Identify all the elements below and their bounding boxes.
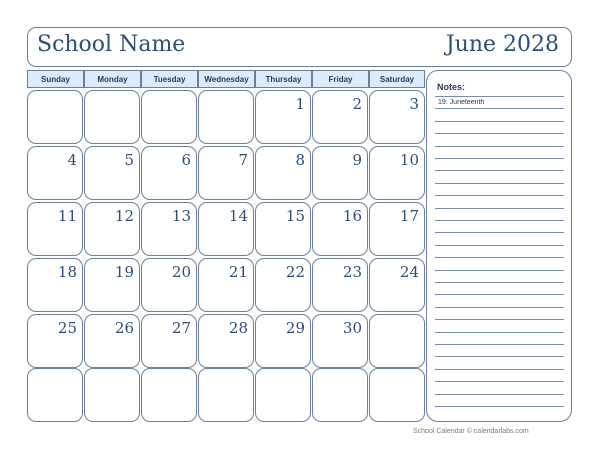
day-number: 9 <box>352 151 362 169</box>
day-number: 30 <box>342 319 362 337</box>
day-cell[interactable] <box>198 146 254 200</box>
day-cell[interactable] <box>198 368 254 422</box>
day-cell[interactable] <box>255 258 311 312</box>
note-line[interactable] <box>435 307 564 308</box>
day-cell[interactable] <box>27 90 83 144</box>
day-cell[interactable] <box>141 202 197 256</box>
day-number: 18 <box>57 263 77 281</box>
day-cell[interactable] <box>27 368 83 422</box>
day-number: 16 <box>342 207 362 225</box>
note-line[interactable] <box>435 319 564 320</box>
day-number: 6 <box>181 151 191 169</box>
note-line[interactable] <box>435 356 564 357</box>
day-cell[interactable] <box>141 146 197 200</box>
day-number: 3 <box>409 95 419 113</box>
note-line[interactable] <box>435 294 564 295</box>
note-entry: 19: Juneteenth <box>438 99 485 106</box>
day-cell[interactable] <box>312 368 368 422</box>
weekday-sunday: Sunday <box>27 70 84 88</box>
day-number: 15 <box>285 207 305 225</box>
note-line[interactable] <box>435 381 564 382</box>
day-cell[interactable] <box>141 90 197 144</box>
note-line[interactable] <box>435 245 564 246</box>
notes-panel <box>426 70 572 422</box>
note-line[interactable] <box>435 332 564 333</box>
day-cell[interactable] <box>198 90 254 144</box>
day-cell[interactable] <box>84 90 140 144</box>
day-number: 26 <box>114 319 134 337</box>
day-cell[interactable] <box>84 202 140 256</box>
day-number: 8 <box>295 151 305 169</box>
weekday-friday: Friday <box>312 70 369 88</box>
weekday-monday: Monday <box>84 70 141 88</box>
day-cell[interactable] <box>369 146 425 200</box>
note-line[interactable] <box>435 183 564 184</box>
note-line[interactable] <box>435 195 564 196</box>
day-cell[interactable] <box>198 314 254 368</box>
day-number: 2 <box>352 95 362 113</box>
notes-title: Notes: <box>437 82 466 92</box>
note-line[interactable] <box>435 257 564 258</box>
note-line[interactable] <box>435 158 564 159</box>
note-line[interactable] <box>435 282 564 283</box>
day-cell[interactable] <box>369 202 425 256</box>
day-number: 24 <box>399 263 419 281</box>
note-line[interactable] <box>435 96 564 97</box>
calendar-header <box>27 27 572 67</box>
day-number: 11 <box>57 207 77 225</box>
day-number: 14 <box>228 207 248 225</box>
day-cell[interactable] <box>255 368 311 422</box>
day-number: 10 <box>399 151 419 169</box>
note-line[interactable] <box>435 270 564 271</box>
weekday-tuesday: Tuesday <box>141 70 198 88</box>
note-line[interactable] <box>435 406 564 407</box>
day-cell[interactable] <box>84 368 140 422</box>
note-line[interactable] <box>435 232 564 233</box>
day-cell[interactable] <box>369 90 425 144</box>
day-cell[interactable] <box>27 258 83 312</box>
month-title: June 2028 <box>445 32 559 57</box>
note-line[interactable] <box>435 369 564 370</box>
note-line[interactable] <box>435 344 564 345</box>
day-number: 5 <box>124 151 134 169</box>
day-cell[interactable] <box>312 258 368 312</box>
day-cell[interactable] <box>84 314 140 368</box>
weekday-wednesday: Wednesday <box>198 70 255 88</box>
day-cell[interactable] <box>369 314 425 368</box>
day-number: 13 <box>171 207 191 225</box>
day-cell[interactable] <box>369 368 425 422</box>
day-cell[interactable] <box>312 146 368 200</box>
day-number: 22 <box>285 263 305 281</box>
day-cell[interactable] <box>312 90 368 144</box>
day-number: 21 <box>228 263 248 281</box>
day-cell[interactable] <box>255 146 311 200</box>
day-number: 20 <box>171 263 191 281</box>
day-number: 4 <box>67 151 77 169</box>
day-cell[interactable] <box>27 146 83 200</box>
day-cell[interactable] <box>84 146 140 200</box>
day-number: 7 <box>238 151 248 169</box>
weekday-saturday: Saturday <box>369 70 425 88</box>
day-number: 17 <box>399 207 419 225</box>
day-number: 25 <box>57 319 77 337</box>
note-line[interactable] <box>435 394 564 395</box>
note-line[interactable] <box>435 146 564 147</box>
day-cell[interactable] <box>27 202 83 256</box>
day-cell[interactable] <box>255 90 311 144</box>
day-cell[interactable] <box>141 258 197 312</box>
weekday-thursday: Thursday <box>255 70 312 88</box>
day-cell[interactable] <box>312 314 368 368</box>
school-name: School Name <box>37 32 186 57</box>
day-number: 12 <box>114 207 134 225</box>
footer-credit: School Calendar © calendarlabs.com <box>413 428 529 435</box>
day-cell[interactable] <box>84 258 140 312</box>
day-number: 1 <box>295 95 305 113</box>
day-cell[interactable] <box>255 202 311 256</box>
day-cell[interactable] <box>141 314 197 368</box>
day-cell[interactable] <box>198 202 254 256</box>
day-number: 19 <box>114 263 134 281</box>
day-cell[interactable] <box>27 314 83 368</box>
day-cell[interactable] <box>198 258 254 312</box>
day-number: 23 <box>342 263 362 281</box>
note-line[interactable] <box>435 108 564 109</box>
note-line[interactable] <box>435 220 564 221</box>
day-number: 29 <box>285 319 305 337</box>
day-number: 27 <box>171 319 191 337</box>
note-line[interactable] <box>435 170 564 171</box>
day-cell[interactable] <box>369 258 425 312</box>
note-line[interactable] <box>435 208 564 209</box>
day-number: 28 <box>228 319 248 337</box>
day-cell[interactable] <box>141 368 197 422</box>
note-line[interactable] <box>435 133 564 134</box>
day-cell[interactable] <box>255 314 311 368</box>
note-line[interactable] <box>435 121 564 122</box>
day-cell[interactable] <box>312 202 368 256</box>
